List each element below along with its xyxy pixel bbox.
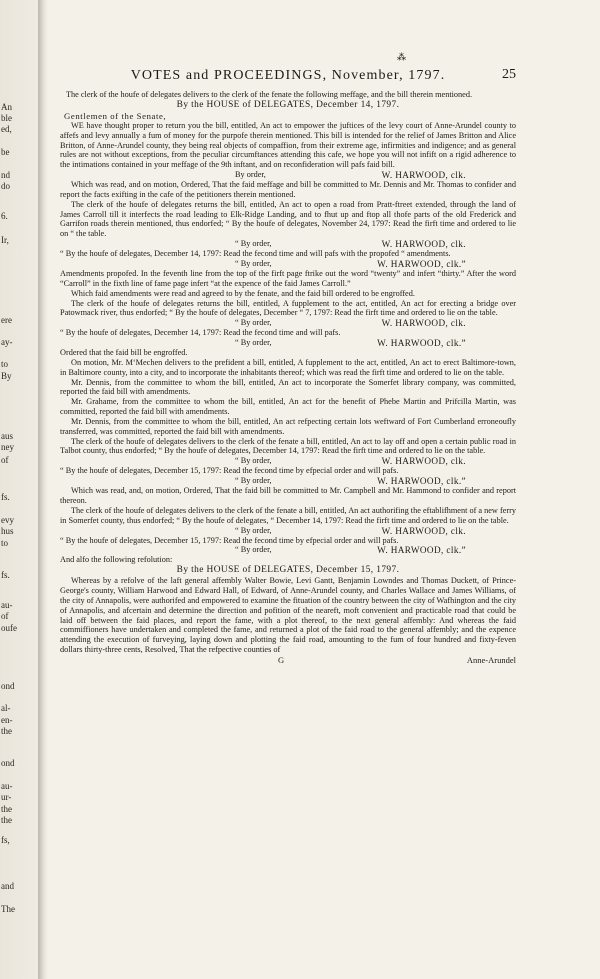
book-spine-shadow (38, 0, 48, 979)
paragraph: Ordered that the faid bill be engroffed. (60, 348, 188, 358)
margin-fragment: be (1, 147, 10, 157)
margin-fragment: The (1, 904, 15, 914)
margin-fragment: do (1, 181, 10, 191)
clerk-name: W. HARWOOD, clk.” (377, 545, 466, 556)
margin-fragment: ond (1, 758, 15, 768)
paragraph: Mr. Dennis, from the committee to whom the bill, entitled, An act to incorporate the Somerfet library company, was committed, reported the faid bill with amendments. (60, 377, 516, 397)
paragraph: The clerk of the houfe of delegates delivers to the clerk of the fenate a bill, entitled, An act to lay off and open a certain public road in Talbot county, thus endorfed; “ By the houfe of delegates, December 14, 1797: Read the firft time and ordered to lie on the table. (60, 436, 516, 456)
margin-fragment: the (1, 726, 12, 736)
paragraph: “ By the houfe of delegates, December 15, 1797: Read the fecond time by efpecial order and will pafs. (60, 466, 399, 476)
margin-fragment: to (1, 359, 9, 369)
margin-fragment: of (1, 611, 9, 621)
running-header (60, 64, 516, 90)
margin-fragment: en- (1, 715, 13, 725)
paragraph: WE have thought proper to return you the bill, entitled, An act to empower the juftices of the levy court of Anne-Arundel county to affefs and levy annually a fum of money for the purpofe therein mentioned. This bill is intended for the relief of James Britton and Alice Britton, of Anne-Arundel county, they being real objects of compaffion, from their extreme age, infirmities and indigence; and as general rules are not without exceptions, from the peculiar circumftances attending this cafe, we hope you will not infift on a rigid adherence to the intimations contained in your meffage of the 9th inftant, and on reconfideration will pafs faid bill. (60, 120, 516, 170)
margin-fragment: oufe (1, 623, 17, 633)
margin-fragment: fs, (1, 835, 10, 845)
margin-fragment: the (1, 815, 12, 825)
margin-fragment: au- (1, 600, 13, 610)
signature-line (60, 239, 516, 249)
paragraph: Which was read, and, on motion, Ordered, That the faid bill be committed to Mr. Campbell and Mr. Hammond to confider and report thereon. (60, 486, 516, 505)
margin-fragment: to (1, 538, 9, 548)
margin-fragment: of (1, 455, 9, 465)
paragraph: The clerk of the houfe of delegates returns the bill, entitled, An act to open a road from Pratt-ftreet extended, through the land of James Carroll till it interfects the road leading to Elk-Ridge Landing, and to fhut up and ftop all thofe parts of the old Frederick and Garrifon roads therein mentioned, thus endorfed; “ By the houfe of delegates, November 24, 1797: Read the firft time and ordered to lie on “ the table. (60, 199, 516, 239)
clerk-name: W. HARWOOD, clk. (381, 456, 466, 467)
signature-line (60, 476, 516, 486)
margin-fragment: Ir, (1, 235, 9, 245)
signature-mark: G (278, 654, 285, 665)
by-order: “ By order, (235, 456, 272, 466)
margin-fragment: fs. (1, 492, 10, 502)
margin-fragment: ur- (1, 792, 12, 802)
margin-fragment: ay- (1, 337, 13, 347)
margin-fragment: evy (1, 515, 14, 525)
margin-fragment: By (1, 371, 12, 381)
margin-fragment: ond (1, 681, 15, 691)
by-order: “ By order, (235, 476, 272, 486)
clerk-name: W. HARWOOD, clk.” (377, 258, 466, 269)
page-footer (60, 655, 516, 666)
margin-fragment: aus (1, 431, 13, 441)
clerk-name: W. HARWOOD, clk.” (377, 338, 466, 349)
paragraph: Whereas by a refolve of the laft general affembly Walter Bowie, Levi Gantt, Benjamin Lowndes and Thomas Duckett, of Prince-George's county, William Harwood and Edward Hall, of Edward, of Anne-Arundel county, and Charles Wallace and James Williams, of the city of Annapolis, were authorifed and empowered to examine the fituation of the country between the city of Wafhington and the city of Annapolis, and afcertain and determine the direction and pofition of the neareft, moft convenient and practicable road that could be laid off between the faid places, and report the fame, with a plot thereof, to the next general affembly: And whereas the faid commiffioners have undertaken and completed the fame, and returned a plot of the faid road to the general affembly; and the expence attending the execution of furveying, laying down and plotting the faid road, amounting to the fum of four hundred and fixty-feven dollars thirty-three cents, Resolved, That the refpective counties of (60, 576, 516, 655)
signature-line (60, 545, 516, 555)
margin-fragment: al- (1, 703, 11, 713)
clerk-name: W. HARWOOD, clk.” (377, 476, 466, 487)
paragraph: On motion, Mr. M‘Mechen delivers to the prefident a bill, entitled, A fupplement to the act, entitled, An act to erect Baltimore-town, in Baltimore county, into a city, and to incorporate the inhabitants thereof; which was read the firft time and ordered to lie on the table. (60, 357, 516, 377)
paragraph: “ By the houfe of delegates, December 14, 1797: Read the fecond time and will pafs with the propofed “ amendments. (60, 249, 451, 259)
catchword: Anne-Arundel (466, 654, 516, 665)
margin-fragment: 6. (1, 211, 8, 221)
by-order: “ By order, (235, 525, 272, 535)
signature-line (60, 338, 516, 348)
document-page (60, 64, 516, 969)
margin-fragment: ney (1, 442, 14, 452)
margin-fragment: and (1, 881, 14, 891)
paragraph: “ By the houfe of delegates, December 15, 1797: Read the fecond time by efpecial order and will pafs. (60, 535, 399, 545)
header-title: VOTES and PROCEEDINGS, November, 1797. (130, 68, 446, 83)
section-heading: By the HOUSE of DELEGATES, December 15, 1797. (176, 565, 400, 576)
signature-line (60, 170, 516, 180)
section-heading: By the HOUSE of DELEGATES, December 14, 1797. (176, 99, 400, 110)
signature-line (60, 259, 516, 269)
margin-fragment: au- (1, 781, 13, 791)
paragraph: Mr. Grahame, from the committee to whom the bill, entitled, An act for the benefit of Phebe Martin and Prifcilla Martin, was committed, reported the faid bill with amendments. (60, 397, 516, 417)
margin-fragment: ed, (1, 124, 12, 134)
by-order: “ By order, (235, 338, 272, 348)
paragraph: Amendments propofed. In the feventh line from the top of the firft page ftrike out the word “twenty” and infert “thirty.” After the word “Carroll” in the fixth line of fame page infert “at the expence of the faid James Carroll.” (60, 268, 516, 288)
facing-page-margin (0, 0, 38, 979)
signature-line (60, 526, 516, 536)
signature-line (60, 318, 516, 328)
margin-fragment: the (1, 804, 12, 814)
salutation: Gentlemen of the Senate, (64, 110, 167, 121)
by-order: “ By order, (235, 545, 272, 555)
page-number: 25 (502, 67, 516, 82)
by-order: “ By order, (235, 258, 272, 268)
margin-fragment: hus (1, 526, 14, 536)
by-order: “ By order, (235, 239, 272, 249)
clerk-name: W. HARWOOD, clk. (381, 525, 466, 536)
paragraph: The clerk of the houfe of delegates delivers to the clerk of the fenate the following meffage, and the bill therein mentioned. (66, 90, 473, 99)
by-order: By order, (235, 170, 266, 180)
by-order: “ By order, (235, 318, 272, 328)
clerk-name: W. HARWOOD, clk. (381, 170, 466, 181)
margin-fragment: nd (1, 170, 10, 180)
clerk-name: W. HARWOOD, clk. (381, 318, 466, 329)
margin-fragment: fs. (1, 570, 10, 580)
paragraph: The clerk of the houfe of delegates delivers to the clerk of the fenate a bill, entitled, An act authorifing the eftablifhment of a new ferry in Somerfet county, thus endorfed; “ By the houfe of delegates, “ December 14, 1797: Read the firft time and ordered to lie on the table. (60, 505, 516, 525)
paragraph: “ By the houfe of delegates, December 14, 1797: Read the fecond time and will pafs. (60, 328, 341, 338)
top-ornament: ⁂ (397, 52, 406, 62)
margin-fragment: An (1, 102, 12, 112)
paragraph: And alfo the following refolution: (60, 555, 173, 565)
paragraph: Which was read, and on motion, Ordered, That the faid meffage and bill be committed to Mr. Dennis and Mr. Thomas to confider and report the facts exifting in the cafe of the petitioners therein mentioned. (60, 180, 516, 199)
paragraph: The clerk of the houfe of delegates returns the bill, entitled, A fupplement to the act, entitled, An act for erecting a bridge over Patowmack river, thus endorfed; “ By the houfe of delegates, December “ 7, 1797: Read the firft time and ordered to lie on the table. (60, 298, 516, 318)
paragraph: Mr. Dennis, from the committee to whom the bill, entitled, An act refpecting certain lots weftward of Fort Cumberland erroneoufly transferred, was committed, reported the faid bill with amendments. (60, 416, 516, 436)
margin-fragment: ble (1, 113, 12, 123)
paragraph: Which faid amendments were read and agreed to by the fenate, and the faid bill ordered to be engroffed. (71, 288, 415, 298)
clerk-name: W. HARWOOD, clk. (381, 239, 466, 250)
margin-fragment: ere (1, 315, 12, 325)
signature-line (60, 456, 516, 466)
